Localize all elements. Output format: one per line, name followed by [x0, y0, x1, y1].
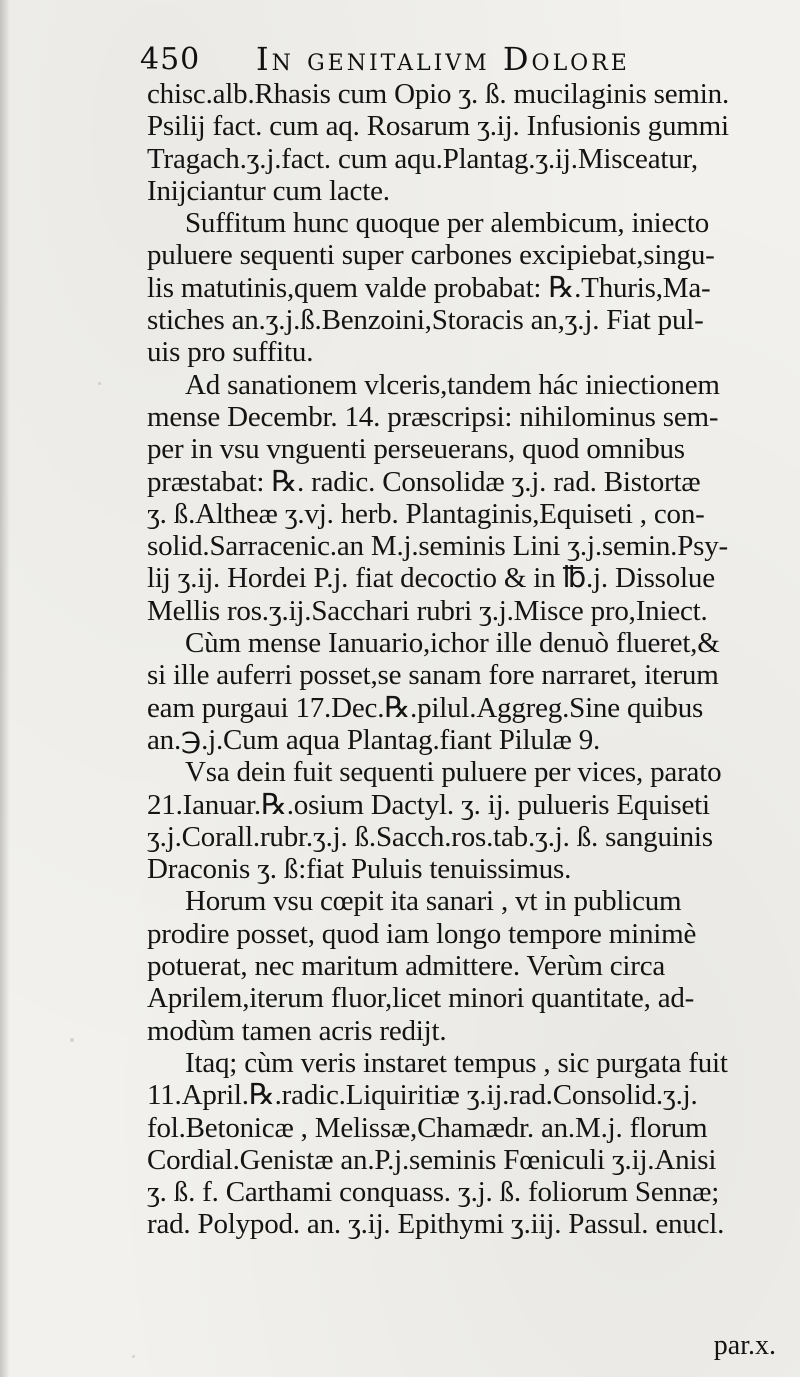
page-gutter-shadow [0, 0, 10, 1377]
text-line: rad. Polypod. an. ʒ.ij. Epithymi ʒ.iij. Passul. enucl. [147, 1208, 725, 1241]
text-line: 21.Ianuar.℞.osium Dactyl. ʒ. ij. pulueris Equiseti [147, 788, 710, 821]
text-line: lis matutinis,quem valde probabat: ℞.Thuris,Ma- [147, 271, 711, 304]
text-line: ʒ. ß.Altheæ ʒ.vj. herb. Plantaginis,Equiseti , con- [147, 497, 705, 530]
text-line: potuerat, nec maritum admittere. Verùm circa [147, 950, 666, 983]
text-line: Cordial.Genistæ an.P.j.seminis Fœniculi ʒ.ij.Anisi [147, 1143, 717, 1176]
paragraph-start-line: Horum vsu cœpit ita sanari , vt in publicum [185, 885, 682, 918]
paragraph-start-line: Vsa dein fuit sequenti puluere per vices, parato [185, 756, 722, 789]
text-line: ʒ.j.Corall.rubr.ʒ.j. ß.Sacch.ros.tab.ʒ.j. ß. sanguinis [147, 820, 713, 853]
text-line: puluere sequenti super carbones excipiebat,singu- [147, 239, 715, 272]
body-text [147, 78, 784, 1241]
text-line: prodire posset, quod iam longo tempore minimè [147, 917, 697, 950]
text-line: ʒ. ß. f. Carthami conquass. ʒ.j. ß. foliorum Sennæ; [147, 1176, 720, 1209]
text-line: fol.Betonicæ , Melissæ,Chamædr. an.M.j. florum [147, 1111, 708, 1144]
paper-speck [70, 1038, 74, 1042]
running-head: In genitalivm Dolore [256, 40, 630, 78]
paragraph-start-line: Itaq; cùm veris instaret tempus , sic purgata fuit [185, 1046, 728, 1079]
text-line: 11.April.℞.radic.Liquiritiæ ʒ.ij.rad.Consolid.ʒ.j. [147, 1079, 698, 1112]
text-line: si ille auferri posset,se sanam fore narraret, iterum [147, 659, 719, 692]
text-line: eam purgaui 17.Dec.℞.pilul.Aggreg.Sine quibus [147, 691, 704, 724]
text-line: Aprilem,iterum fluor,licet minori quantitate, ad- [147, 982, 695, 1015]
text-line: Draconis ʒ. ß:fiat Puluis tenuissimus. [147, 853, 572, 886]
text-line: Inijciantur cum lacte. [147, 174, 390, 207]
paper-speck [132, 1355, 135, 1358]
text-line: præstabat: ℞. radic. Consolidæ ʒ.j. rad. Bistortæ [147, 465, 701, 498]
text-line: Tragach.ʒ.j.fact. cum aqu.Plantag.ʒ.ij.Misceatur, [147, 142, 698, 175]
paper-speck [98, 382, 101, 385]
text-line: solid.Sarracenic.an M.j.seminis Lini ʒ.j.semin.Psy- [147, 530, 728, 563]
text-line: modùm tamen acris redijt. [147, 1014, 447, 1047]
text-line: mense Decembr. 14. præscripsi: nihilominus sem- [147, 400, 719, 433]
text-line: stiches an.ʒ.j.ß.Benzoini,Storacis an,ʒ.j. Fiat pul- [147, 304, 704, 337]
paragraph-start-line: Suffitum hunc quoque per alembicum, iniecto [185, 207, 710, 240]
text-line: Mellis ros.ʒ.ij.Sacchari rubri ʒ.j.Misce pro,Iniect. [147, 594, 708, 627]
text-line: an.℈.j.Cum aqua Plantag.fiant Pilulæ 9. [147, 723, 601, 756]
page-number: 450 [140, 42, 201, 77]
text-line: Psilij fact. cum aq. Rosarum ʒ.ij. Infusionis gummi [147, 110, 729, 143]
paragraph-start-line: Cùm mense Ianuario,ichor ille denuò flueret,& [185, 627, 720, 660]
paper-speck [688, 1235, 690, 1237]
text-line: lij ʒ.ij. Hordei P.j. fiat decoctio & in ℔.j. Dissolue [147, 562, 715, 595]
catchword: par.x. [713, 1330, 776, 1361]
text-line: uis pro suffitu. [147, 336, 314, 369]
paragraph-start-line: Ad sanationem vlceris,tandem hác iniectionem [185, 368, 720, 401]
text-line: chisc.alb.Rhasis cum Opio ʒ. ß. mucilaginis semin. [147, 78, 729, 110]
text-line: per in vsu vnguenti perseuerans, quod omnibus [147, 433, 685, 466]
